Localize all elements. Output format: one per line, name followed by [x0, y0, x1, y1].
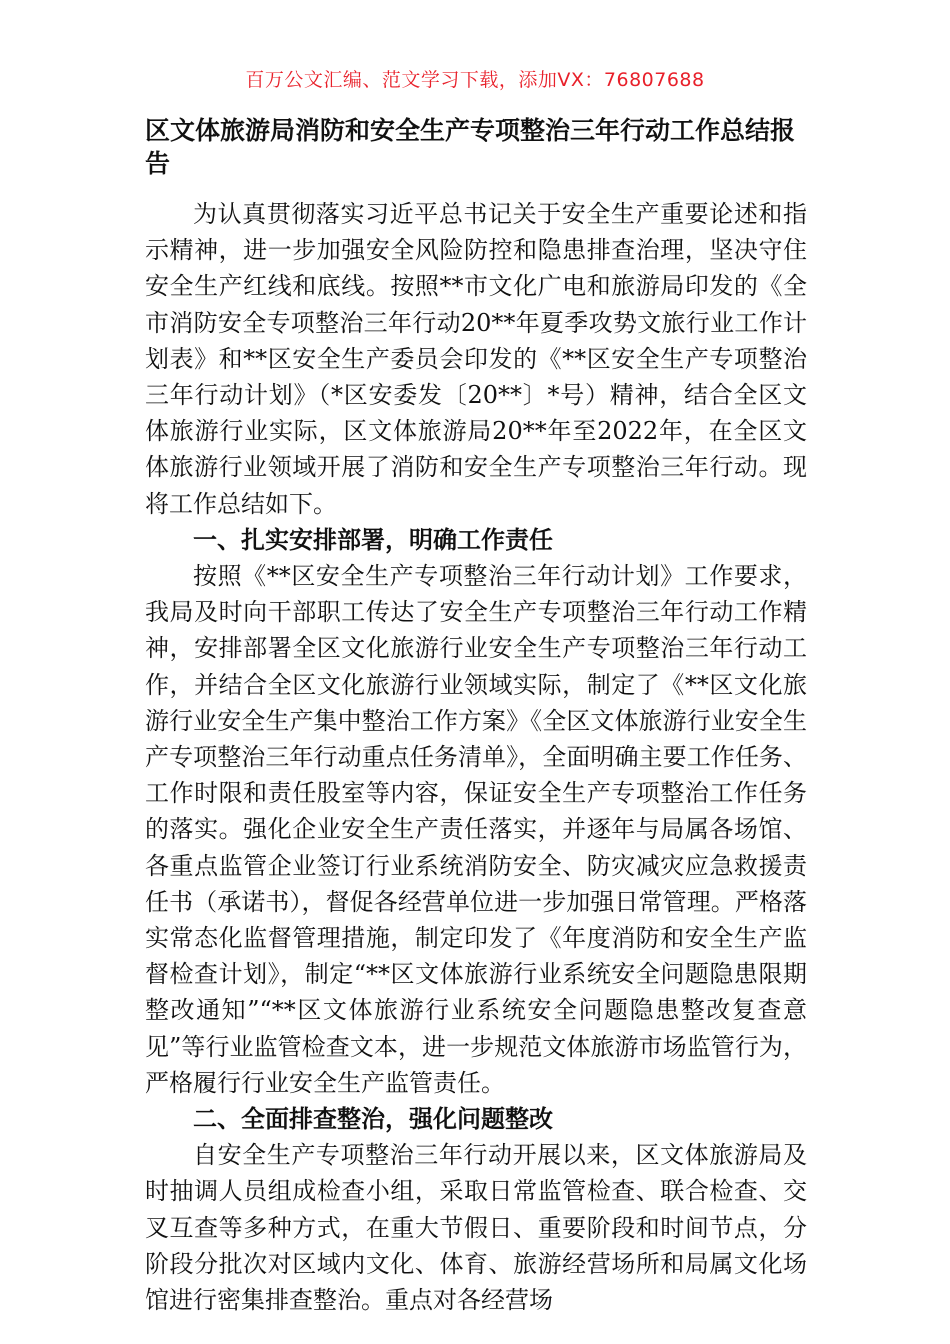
intro-paragraph: 为认真贯彻落实习近平总书记关于安全生产重要论述和指示精神，进一步加强安全风险防控和隐患排查治理，坚决守住安全生产红线和底线。按照**市文化广电和旅游局印发的《全市消防安全专项整治三年行动20**年夏季攻势文旅行业工作计划表》和**区安全生产委员会印发的《**区安全生产专项整治三年行动计划》（*区安委发〔20**〕*号）精神，结合全区文体旅游行业实际，区文体旅游局20**年至2022年，在全区文体旅游行业领域开展了消防和安全生产专项整治三年行动。现将工作总结如下。	[145, 200, 807, 518]
document-title: 区文体旅游局消防和安全生产专项整治三年行动工作总结报告	[145, 116, 796, 178]
section-2-paragraph: 自安全生产专项整治三年行动开展以来，区文体旅游局及时抽调人员组成检查小组，采取日常监管检查、联合检查、交叉互查等多种方式，在重大节假日、重要阶段和时间节点，分阶段分批次对区域内文化、体育、旅游经营场所和局属文化场馆进行密集排查整治。重点对各经营场	[145, 1141, 807, 1315]
section-1-paragraph: 按照《**区安全生产专项整治三年行动计划》工作要求，我局及时向干部职工传达了安全生产专项整治三年行动工作精神，安排部署全区文化旅游行业安全生产专项整治三年行动工作，并结合全区文化旅游行业领域实际，制定了《**区文化旅游行业安全生产集中整治工作方案》《全区文体旅游行业安全生产专项整治三年行动重点任务清单》，全面明确主要工作任务、工作时限和责任股室等内容，保证安全生产专项整治工作任务的落实。强化企业安全生产责任落实，并逐年与局属各场馆、各重点监管企业签订行业系统消防安全、防灾减灾应急救援责任书（承诺书），督促各经营单位进一步加强日常管理。严格落实常态化监督管理措施，制定印发了《年度消防和安全生产监督检查计划》，制定“**区文体旅游行业系统安全问题隐患限期整改通知”“**区文体旅游行业系统安全问题隐患整改复查意见”等行业监管检查文本，进一步规范文体旅游市场监管行为，严格履行行业安全生产监管责任。	[145, 562, 807, 1097]
watermark-text: 百万公文汇编、范文学习下载，添加VX：76807688	[245, 69, 705, 91]
document-body	[145, 196, 807, 1318]
section-2-heading: 二、全面排查整治，强化问题整改	[193, 1105, 553, 1134]
section-1-heading: 一、扎实安排部署，明确工作责任	[193, 525, 553, 554]
